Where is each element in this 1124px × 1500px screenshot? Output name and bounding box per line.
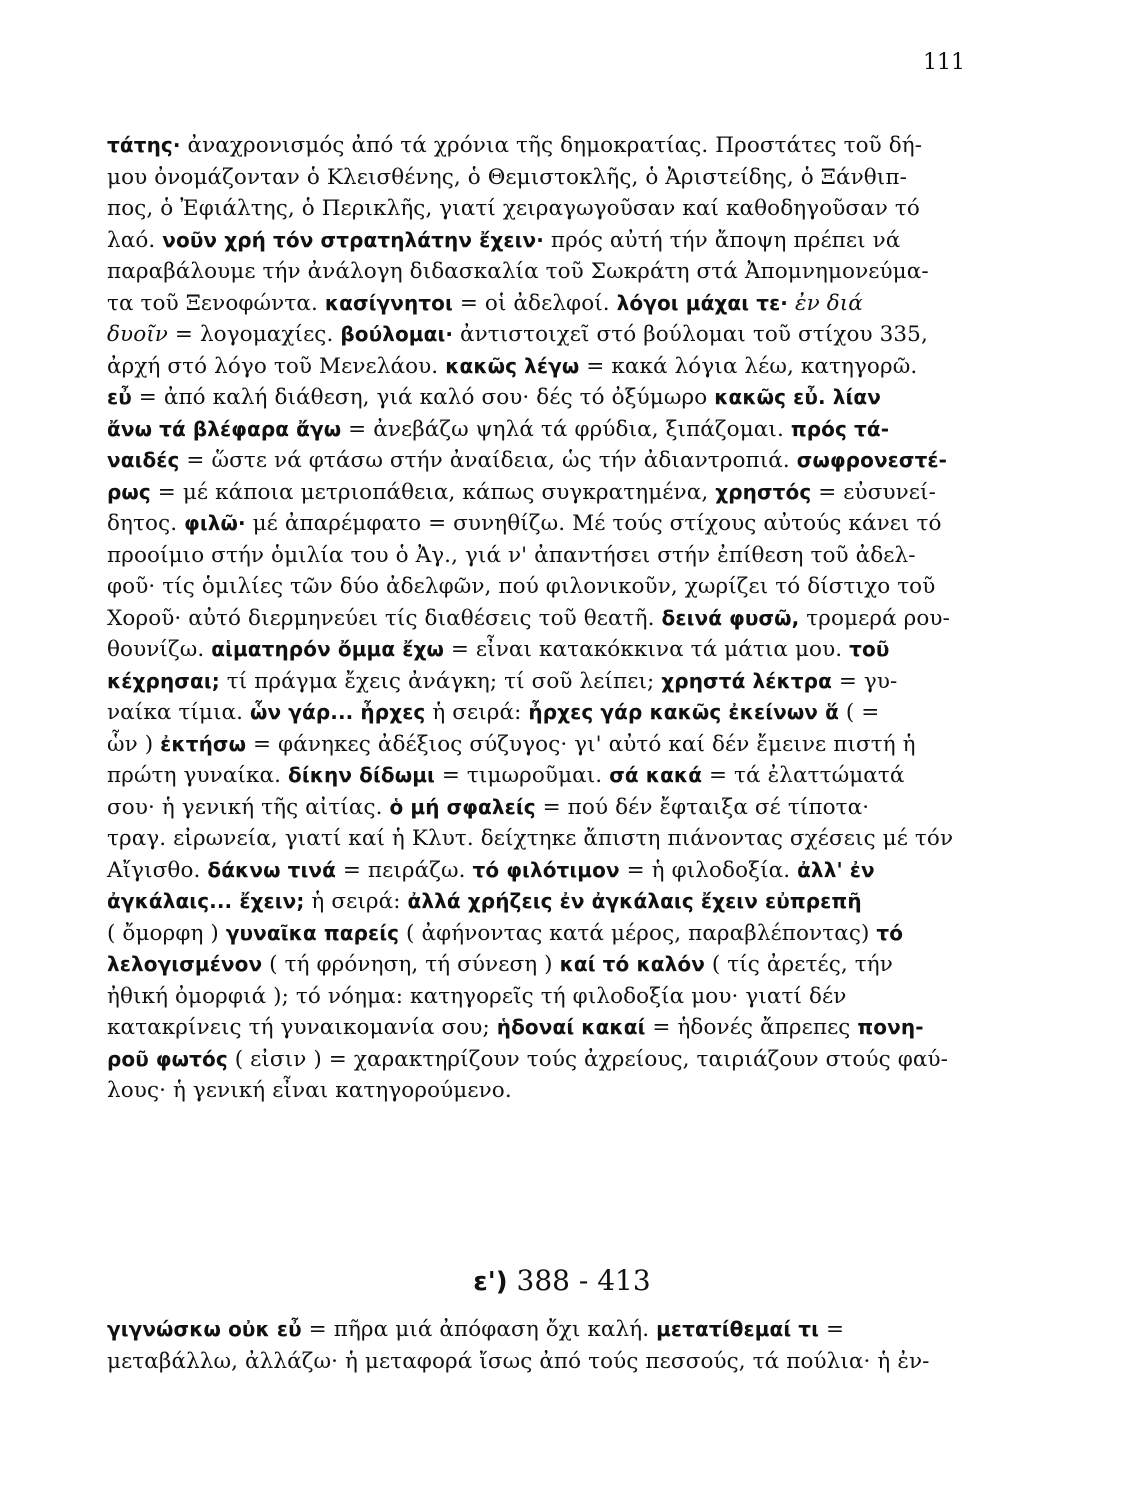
gloss-text: τί πράγμα ἔχεις ἀνάγκη; τί σοῦ λείπει;: [219, 668, 662, 694]
text-line: [107, 193, 959, 225]
gloss-text: = λογομαχίες.: [167, 322, 341, 347]
text-line: [107, 792, 959, 824]
lemma-text: ἀλλά χρήζεις ἐν ἀγκάλαις ἔχειν εὐπρεπῆ: [407, 889, 862, 913]
gloss-text: = πῆρα μιά ἀπόφαση ὄχι καλή.: [301, 1317, 657, 1342]
lemma-text: λελογισμένον: [107, 952, 263, 976]
gloss-text: = ἡ φιλοδοξία.: [619, 857, 798, 883]
gloss-text: τραγ. εἰρωνεία, γιατί καί ἡ Κλυτ. δείχτηκε ἄπιστη πιάνοντας σχέσεις μέ τόν: [107, 826, 954, 851]
gloss-text: τρομερά ρου-: [799, 605, 950, 631]
lemma-text: βούλομαι·: [340, 322, 454, 346]
lemma-text: μετατίθεμαί τι: [656, 1317, 820, 1341]
text-line: [107, 508, 959, 540]
text-line: [107, 1075, 959, 1107]
page-number: 111: [923, 50, 965, 75]
gloss-text: ἡ σειρά:: [425, 700, 529, 725]
text-line: [107, 445, 959, 477]
gloss-text: = εὐσυνεί-: [811, 479, 936, 505]
gloss-text: = ἡδονές ἄπρεπες: [645, 1015, 858, 1040]
lemma-text: εὖ: [107, 385, 132, 409]
lemma-text: κασίγνητοι: [324, 290, 453, 315]
text-line: [107, 414, 959, 446]
commentary-text-lower: [107, 1314, 959, 1377]
lemma-text: κακῶς εὖ. λίαν: [714, 385, 881, 409]
gloss-text: = εἶναι κατακόκκινα τά μάτια μου.: [443, 637, 850, 662]
lemma-text: λόγοι μάχαι τε·: [616, 290, 789, 315]
lemma-text: ὁ μή σφαλείς: [389, 794, 536, 819]
gloss-text: = πειράζω.: [335, 857, 473, 883]
text-line: [107, 729, 959, 761]
gloss-text: πος, ὁ Ἐφιάλτης, ὁ Περικλῆς, γιατί χειραγωγοῦσαν καί καθοδηγοῦσαν τό: [107, 196, 920, 221]
text-line: [107, 382, 959, 414]
text-line: [107, 603, 959, 635]
text-line: [107, 697, 959, 729]
gloss-text: ἀντιστοιχεῖ στό βούλομαι τοῦ στίχου 335,: [453, 322, 928, 347]
section-heading: [0, 1264, 1124, 1297]
text-line: [107, 1314, 959, 1346]
gloss-text: σου· ἡ γενική τῆς αἰτίας.: [107, 794, 390, 820]
text-line: [107, 477, 959, 509]
lemma-text: χρηστός: [715, 479, 812, 504]
lemma-text: χρηστά λέκτρα: [661, 668, 832, 693]
text-line: [107, 886, 959, 918]
lemma-text: δεινά φυσῶ,: [661, 605, 800, 630]
gloss-text: δητος.: [107, 511, 185, 536]
gloss-text: τα τοῦ Ξενοφώντα.: [107, 290, 325, 316]
lemma-text: ἡδοναί κακαί: [496, 1015, 646, 1039]
gloss-text: = ὥστε νά φτάσω στήν ἀναίδεια, ὡς τήν ἀδιαντροπιά.: [179, 448, 797, 473]
lemma-text: δίκην δίδωμι: [287, 763, 435, 787]
lemma-text: τοῦ: [849, 637, 890, 661]
lemma-text: γυναῖκα παρείς: [225, 920, 400, 945]
lemma-text: ἐκτήσω: [160, 731, 247, 756]
gloss-text: ἠθική ὀμορφιά ); τό νόημα: κατηγορεῖς τή φιλοδοξία μου· γιατί δέν: [107, 983, 847, 1009]
gloss-text: = κακά λόγια λέω, κατηγορῶ.: [579, 353, 918, 379]
gloss-text: ( ἀφήνοντας κατά μέρος, παραβλέποντας): [399, 920, 877, 946]
text-line: [107, 981, 959, 1013]
gloss-text: = φάνηκες ἀδέξιος σύζυγος· γι' αὐτό καί δέν ἔμεινε πιστή ἡ: [246, 731, 916, 757]
gloss-text: ἀναχρονισμός ἀπό τά χρόνια τῆς δημοκρατίας. Προστάτες τοῦ δή-: [180, 133, 923, 158]
text-line: [107, 130, 959, 162]
gloss-text: λαό.: [107, 227, 163, 253]
text-line: [107, 666, 959, 698]
italic-text: ἐν διά: [788, 290, 863, 316]
gloss-text: θουνίζω.: [107, 637, 212, 662]
lemma-text: ἀλλ' ἐν: [797, 857, 875, 882]
gloss-text: ναίκα τίμια.: [107, 700, 251, 725]
gloss-text: Χοροῦ· αὐτό διερμηνεύει τίς διαθέσεις τοῦ θεατῆ.: [107, 605, 662, 631]
text-line: [107, 1012, 959, 1044]
text-line: [107, 540, 959, 572]
gloss-text: μεταβάλλω, ἀλλάζω· ἡ μεταφορά ἴσως ἀπό τούς πεσσούς, τά πούλια· ἡ ἐν-: [107, 1348, 930, 1374]
text-line: [107, 162, 959, 194]
gloss-text: παραβάλουμε τήν ἀνάλογη διδασκαλία τοῦ Σωκράτη στά Ἀπομνημονεύμα-: [107, 259, 929, 284]
text-line: [107, 855, 959, 887]
text-line: [107, 918, 959, 950]
gloss-text: μέ ἀπαρέμφατο = συνηθίζω. Μέ τούς στίχους αὐτούς κάνει τό: [245, 511, 942, 536]
section-verse-range: 388 - 413: [516, 1264, 651, 1297]
gloss-text: Αἴγισθο.: [107, 857, 208, 883]
gloss-text: =: [819, 1317, 845, 1342]
text-line: [107, 760, 959, 792]
italic-text: δυοῖν: [107, 322, 168, 347]
text-line: [107, 571, 959, 603]
text-line: [107, 319, 959, 351]
text-line: [107, 351, 959, 383]
gloss-text: ( ὄμορφη ): [107, 920, 226, 946]
lemma-text: σά κακά: [609, 763, 703, 787]
gloss-text: = γυ-: [831, 668, 898, 694]
text-line: [107, 1044, 959, 1076]
text-line: [107, 225, 959, 257]
gloss-text: ἀρχή στό λόγο τοῦ Μενελάου.: [107, 353, 446, 379]
lemma-text: κέχρησαι;: [107, 668, 220, 693]
text-line: [107, 949, 959, 981]
text-line: [107, 634, 959, 666]
gloss-text: λους· ἡ γενική εἶναι κατηγορούμενο.: [107, 1078, 512, 1103]
lemma-text: νοῦν χρή τόν στρατηλάτην ἔχειν·: [162, 227, 544, 252]
lemma-text: ρως: [107, 479, 151, 504]
gloss-text: ἡ σειρά:: [304, 889, 408, 914]
gloss-text: = τιμωροῦμαι.: [434, 763, 610, 788]
lemma-text: πρός τά-: [790, 416, 890, 441]
lemma-text: αἱματηρόν ὄμμα ἔχω: [211, 637, 444, 661]
gloss-text: = οἱ ἀδελφοί.: [452, 290, 617, 316]
lemma-text: τό φιλότιμον: [472, 857, 620, 882]
gloss-text: = τά ἐλαττώματά: [702, 763, 905, 788]
gloss-text: κατακρίνεις τή γυναικομανία σου;: [107, 1015, 497, 1040]
lemma-text: γιγνώσκω οὐκ εὖ: [107, 1317, 302, 1341]
gloss-text: πρός αὐτή τήν ἄποψη πρέπει νά: [543, 227, 901, 253]
gloss-text: ( τίς ἀρετές, τήν: [704, 952, 893, 977]
text-line: [107, 256, 959, 288]
gloss-text: πρώτη γυναίκα.: [107, 763, 288, 788]
lemma-text: ὧν γάρ... ἦρχες: [250, 700, 426, 724]
text-line: [107, 1346, 959, 1378]
gloss-text: προοίμιο στήν ὁμιλία του ὁ Ἀγ., γιά ν' ἀπαντήσει στήν ἐπίθεση τοῦ ἀδελ-: [107, 542, 916, 568]
gloss-text: ὧν ): [107, 731, 161, 757]
lemma-text: ἦρχες γάρ κακῶς ἐκείνων ἅ: [528, 700, 839, 724]
gloss-text: φοῦ· τίς ὁμιλίες τῶν δύο ἀδελφῶν, πού φιλονικοῦν, χωρίζει τό δίστιχο τοῦ: [107, 574, 936, 599]
lemma-text: ροῦ φωτός: [107, 1046, 228, 1071]
lemma-text: τάτης·: [107, 133, 181, 157]
lemma-text: καί τό καλόν: [559, 952, 705, 976]
lemma-text: κακῶς λέγω: [445, 353, 580, 378]
commentary-text-upper: [107, 130, 959, 1107]
gloss-text: = ἀνεβάζω ψηλά τά φρύδια, ξιπάζομαι.: [341, 416, 791, 442]
gloss-text: μου ὀνομάζονταν ὁ Κλεισθένης, ὁ Θεμιστοκλῆς, ὁ Ἀριστείδης, ὁ Ξάνθιπ-: [107, 164, 907, 190]
lemma-text: σωφρονεστέ-: [796, 448, 948, 472]
gloss-text: ( =: [838, 700, 880, 725]
lemma-text: φιλῶ·: [184, 511, 246, 535]
gloss-text: = μέ κάποια μετριοπάθεια, κάπως συγκρατημένα,: [150, 479, 716, 505]
gloss-text: = ἀπό καλή διάθεση, γιά καλό σου· δές τό ὀξύμωρο: [131, 385, 715, 410]
section-letter: ε'): [473, 1267, 508, 1297]
text-line: [107, 823, 959, 855]
gloss-text: = πού δέν ἔφταιξα σέ τίποτα·: [535, 794, 870, 820]
gloss-text: ( εἰσιν ) = χαρακτηρίζουν τούς ἀχρείους, ταιριάζουν στούς φαύ-: [227, 1046, 949, 1072]
lemma-text: ἀγκάλαις... ἔχειν;: [107, 889, 305, 913]
lemma-text: πονη-: [857, 1015, 924, 1039]
text-line: [107, 288, 959, 320]
lemma-text: ἄνω τά βλέφαρα ἄγω: [107, 416, 342, 441]
gloss-text: ( τή φρόνηση, τή σύνεση ): [262, 952, 560, 977]
lemma-text: ναιδές: [107, 448, 180, 472]
lemma-text: δάκνω τινά: [207, 857, 336, 882]
lemma-text: τό: [876, 920, 904, 945]
